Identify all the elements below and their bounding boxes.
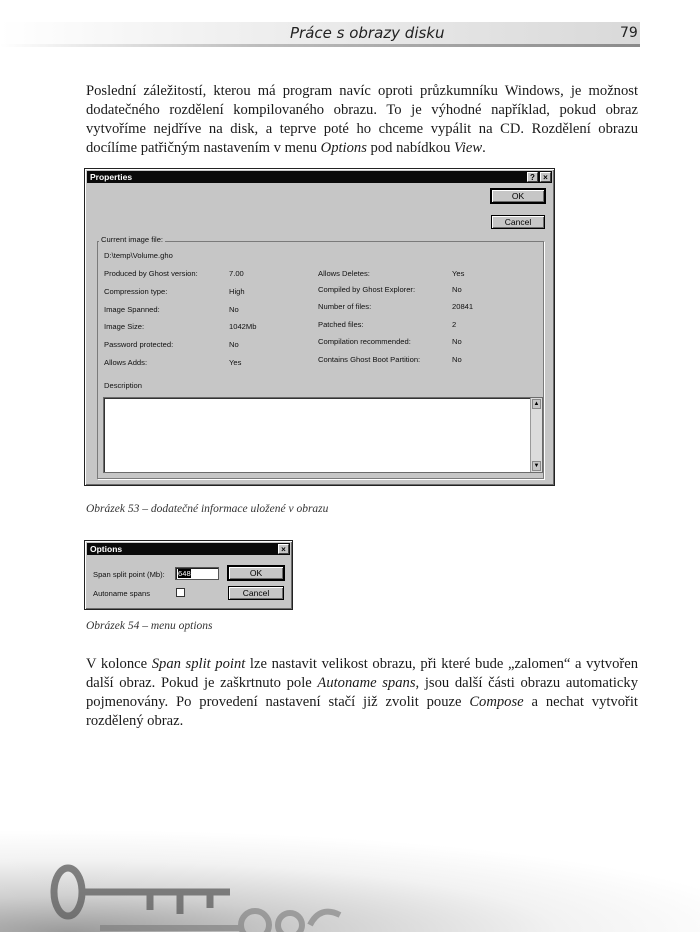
page-number: 79 [620,25,638,41]
closing-paragraph [86,655,638,731]
ok-button[interactable]: OK [491,189,545,203]
figure-caption-54: Obrázek 54 – menu options [86,620,213,632]
field-label: Contains Ghost Boot Partition: [318,355,421,364]
file-path: D:\temp\Volume.gho [104,251,173,260]
group-title: Current image file: [101,235,164,244]
intro-text-1: Poslední záležitostí, kterou má program navíc oproti průzkumníku Windows, je možnost dodatečného rozdělení kompilovaného obrazu. To je výhodné například, pokud obraz vytvoříme nejdříve na disk, a teprve poté ho chceme vypálit na CD. Rozdělení obrazu docílíme patřičným nastavením v menu [86,83,638,156]
field-value: No [452,285,462,294]
properties-dialog [84,168,555,486]
closing-text-2: lze nastavit velikost obrazu, při které bude „zalomen“ a vytvořen další obraz. Pokud je zaškrtnuto pole [86,656,639,691]
intro-text-2: pod nabídkou [366,140,455,156]
field-value: No [452,337,462,346]
options-title: Options [90,544,123,554]
keys-illustration [0,830,700,932]
ok-button[interactable]: OK [228,566,284,580]
field-value: No [229,305,239,314]
options-dialog [84,540,293,610]
autoname-checkbox[interactable] [176,588,185,597]
span-split-label: Span split point (Mb): [93,570,165,579]
field-label: Allows Adds: [104,358,148,367]
properties-title: Properties [90,172,133,182]
scroll-up-icon[interactable]: ▲ [533,401,540,407]
options-titlebar [87,543,290,555]
field-label: Allows Deletes: [318,269,370,278]
header-title: Práce s obrazy disku [290,24,445,42]
closing-autoname: Autoname spans [317,675,416,691]
field-value: Yes [229,358,242,367]
field-label: Compiled by Ghost Explorer: [318,285,416,294]
description-scrollbar[interactable] [530,398,542,472]
help-icon[interactable]: ? [527,172,538,182]
cancel-button[interactable]: Cancel [491,215,545,229]
figure-caption-53: Obrázek 53 – dodatečné informace uložené v obrazu [86,503,329,515]
field-value: No [229,340,239,349]
field-label: Password protected: [104,340,174,349]
header-rule [0,44,640,47]
closing-compose: Compose [469,694,524,710]
field-value: No [452,355,462,364]
field-label: Compression type: [104,287,168,296]
intro-paragraph [86,82,638,158]
closing-span-split: Span split point [151,656,246,672]
close-icon[interactable]: × [278,544,289,554]
closing-text-3: , jsou další části obrazu automaticky pojmenovány. Po provedení nastavení stačí již zvolit pouze [86,675,638,710]
cancel-button[interactable]: Cancel [228,586,284,600]
close-icon[interactable]: × [540,172,551,182]
intro-view: View [454,140,483,156]
field-label: Patched files: [318,320,364,329]
field-label: Image Spanned: [104,305,160,314]
scroll-down-icon[interactable]: ▼ [533,463,540,469]
field-value: Yes [452,269,465,278]
closing-text-4: a nechat vytvořit rozdělený obraz. [86,694,638,729]
intro-text-3: . [482,140,486,156]
field-label: Compilation recommended: [318,337,411,346]
closing-text-1: V kolonce [86,656,152,672]
field-label: Number of files: [318,302,372,311]
span-split-input[interactable] [175,567,219,580]
autoname-label: Autoname spans [93,589,150,598]
span-split-value: 648 [178,569,191,578]
description-textarea[interactable] [103,397,543,473]
field-label: Produced by Ghost version: [104,269,198,278]
field-value: 20841 [452,302,474,311]
field-value: 7.00 [229,269,244,278]
field-label: Image Size: [104,322,145,331]
running-header [0,0,700,52]
field-value: High [229,287,245,296]
intro-options: Options [320,140,367,156]
description-label: Description [104,381,142,390]
field-value: 2 [452,320,457,329]
properties-titlebar [87,171,552,183]
decorative-footer [0,830,700,932]
field-value: 1042Mb [229,322,257,331]
